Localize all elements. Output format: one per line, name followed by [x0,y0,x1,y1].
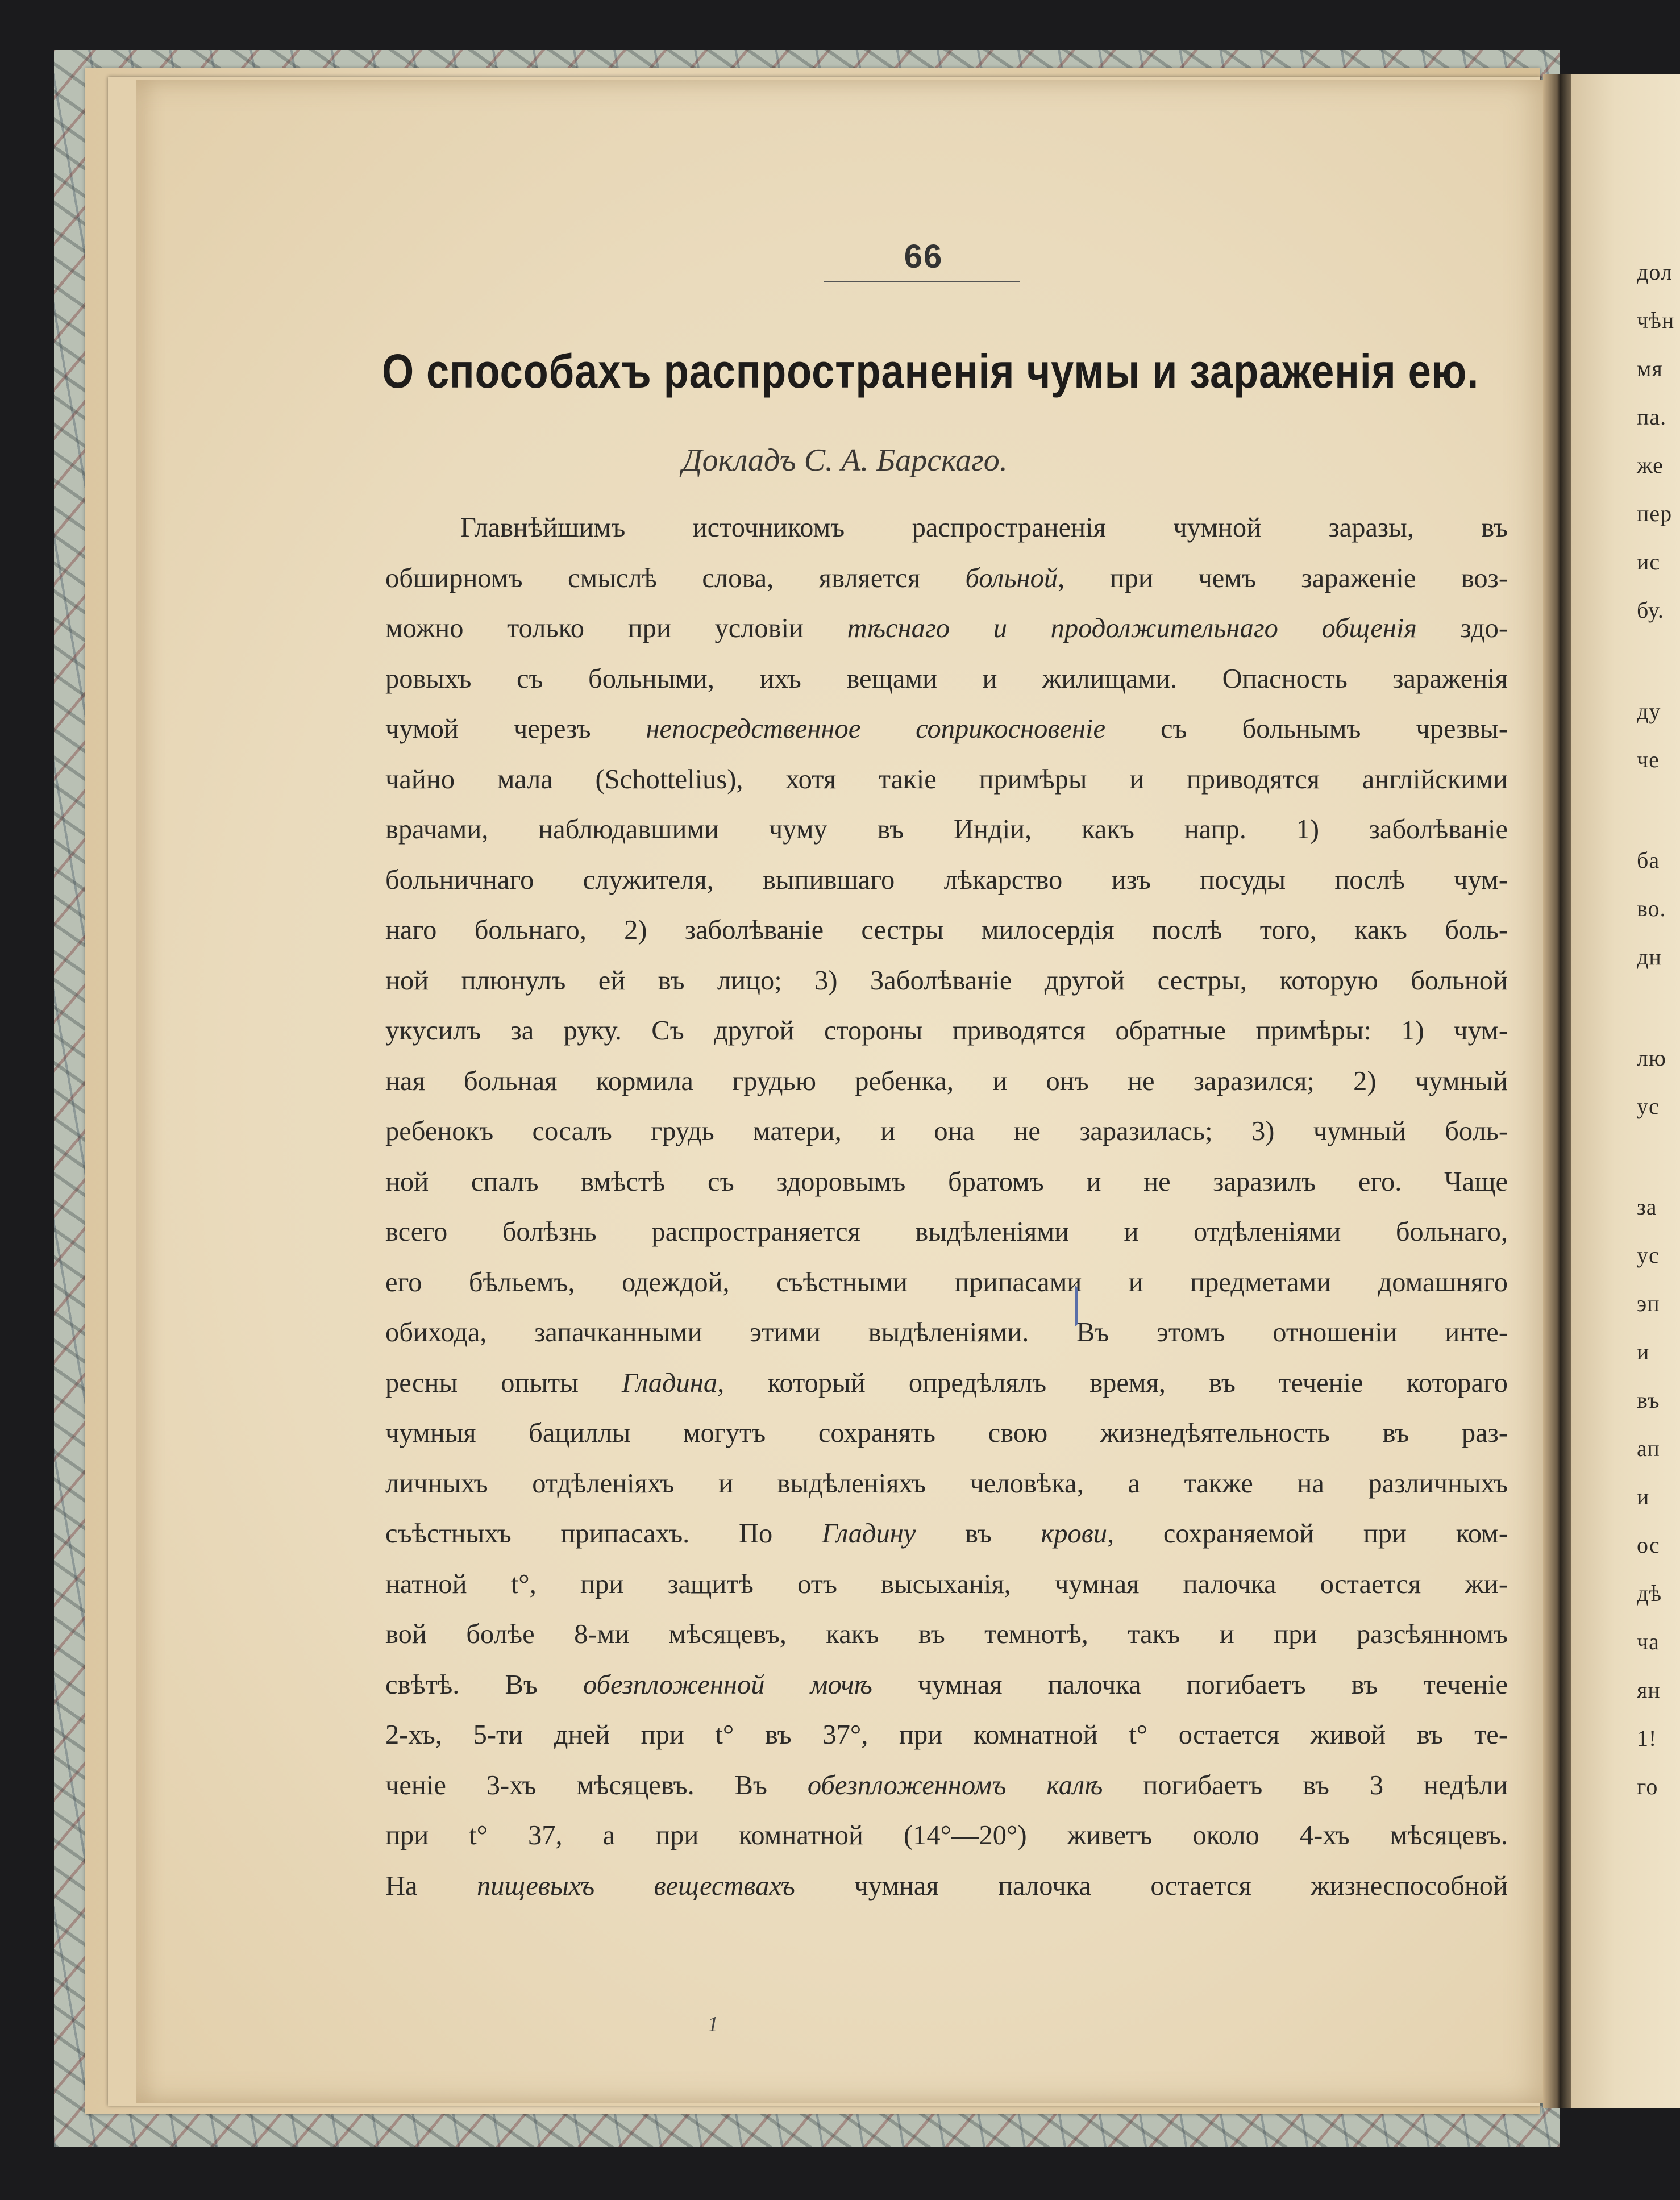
facing-page-text-fragment: 1! [1637,1725,1657,1751]
facing-page-text-fragment: мя [1637,356,1663,381]
facing-page-text-fragment: пер [1637,501,1673,526]
facing-page [1571,74,1680,2108]
emphasized-text-run: больной [965,563,1058,593]
body-text-run: , при чемъ зараженіе воз- [1058,563,1508,593]
body-line [385,663,1508,694]
body-text-run: ровыхъ съ больными, ихъ вещами и жилищами. Опасность зараженія [385,663,1508,694]
body-text-run: чумой черезъ [385,714,646,744]
body-text-run: чумная палочка остается жизнеспособной [795,1870,1508,1901]
facing-page-text-fragment: па. [1637,404,1667,430]
body-line [385,816,1508,844]
body-line [385,716,1508,743]
body-text-run: съ больнымъ чрезвы- [1105,714,1508,744]
facing-page-text-fragment: дол [1637,259,1673,285]
body-line [385,1621,1508,1649]
body-text-run: На [385,1870,477,1901]
body-text-run: здо- [1416,613,1508,643]
emphasized-text-run: обезпложенной мочѣ [583,1669,872,1700]
emphasized-text-run: Гладина [622,1367,718,1398]
facing-page-text-fragment: го [1637,1774,1658,1799]
handwritten-ink-bracket [1070,1286,1078,1326]
body-line [385,1269,1508,1297]
body-line [385,1721,1508,1749]
facing-page-text-fragment: ис [1637,549,1661,575]
body-text-run: , сохраняемой при ком- [1107,1519,1508,1549]
emphasized-text-run: пищевыхъ веществахъ [476,1870,795,1901]
body-text-run: укусилъ за руку. Съ другой стороны приводятся обратные примѣры: 1) чум- [385,1016,1508,1046]
facing-page-text-fragment: въ [1637,1387,1660,1413]
facing-page-text-fragment: и [1637,1484,1650,1509]
body-line [385,1822,1508,1850]
facing-page-text-fragment: и [1637,1339,1650,1365]
body-text-run: чайно мала (Schottelius), хотя такіе примѣры и приводятся англійскими [385,764,1508,795]
page-number-rule [824,281,1020,282]
body-line [385,1118,1508,1146]
body-text-run: при t° 37, а при комнатной (14°—20°) живетъ около 4-хъ мѣсяцевъ. [385,1820,1508,1850]
body-line [385,1218,1508,1246]
page-number: 66 [904,238,943,275]
facing-page-text-fragment: чѣн [1637,307,1675,333]
emphasized-text-run: Гладину [821,1519,916,1549]
body-text-run: ной спалъ вмѣстѣ съ здоровымъ братомъ и не заразилъ его. Чаще [385,1166,1508,1197]
facing-page-text-fragment: эп [1637,1291,1660,1316]
facing-page-text-fragment: ян [1637,1677,1661,1703]
facing-page-text-fragment: за [1637,1194,1657,1220]
body-text-run: съѣстныхъ припасахъ. По [385,1519,822,1549]
body-text-run: больничнаго служителя, выпившаго лѣкарство изъ посуды послѣ чум- [385,864,1508,895]
facing-page-text-fragment: же [1637,452,1664,478]
body-line [385,1068,1508,1096]
body-text-run: обширномъ смыслѣ слова, является [385,563,966,593]
body-text-run: въ [916,1519,1041,1549]
body-line [385,1520,1508,1548]
body-text-run: чумныя бациллы могутъ сохранять свою жизнедѣятельность въ раз- [385,1418,1508,1448]
body-text-run: ной плюнулъ ей въ лицо; 3) Заболѣваніе другой сестры, которую больной [385,965,1508,996]
emphasized-text-run: обезпложенномъ калѣ [807,1770,1103,1800]
body-line [385,864,1508,895]
body-line [385,766,1508,794]
body-text-run: Главнѣйшимъ источникомъ распространенія чумной заразы, въ [460,513,1508,543]
emphasized-text-run: крови [1041,1519,1108,1549]
body-text-run: ченіе 3-хъ мѣсяцевъ. Въ [385,1770,808,1800]
body-line [385,1367,1508,1398]
body-line [385,1017,1508,1045]
facing-page-text-fragment: ба [1637,847,1660,873]
emphasized-text-run: тѣснаго и продолжительнаго общенія [847,613,1417,643]
body-text-run: ресны опыты [385,1367,622,1398]
facing-page-text-fragment: ду [1637,698,1661,724]
emphasized-text-run: непосредственное соприкосновеніе [646,714,1106,744]
body-line [385,1870,1508,1901]
body-text-run: чумная палочка погибаетъ въ теченіе [872,1669,1508,1700]
facing-page-text-fragment: лю [1637,1045,1666,1071]
body-text-run: его бѣльемъ, одеждой, съѣстными припасами и предметами домашняго [385,1267,1508,1297]
body-line [385,1772,1508,1800]
body-line [385,1470,1508,1498]
body-line [385,615,1508,643]
body-text-run: 2-хъ, 5-ти дней при t° въ 37°, при комнатной t° остается живой въ те- [385,1720,1508,1750]
body-text-run: вой болѣе 8-ми мѣсяцевъ, какъ въ темнотѣ, такъ и при разсѣянномъ [385,1619,1508,1649]
body-line [385,917,1508,945]
body-line [385,1319,1508,1347]
book-gutter [1543,74,1574,2108]
body-text-run: личныхъ отдѣленіяхъ и выдѣленіяхъ человѣка, а также на различныхъ [385,1468,1508,1499]
facing-page-text-fragment: бу. [1637,597,1664,623]
facing-page-text-fragment: ус [1637,1093,1660,1119]
body-text-run: ная больная кормила грудью ребенка, и онъ не заразился; 2) чумный [385,1066,1508,1096]
facing-page-text-fragment: дн [1637,944,1662,970]
body-line [385,1571,1508,1599]
body-text-run: обихода, запачканными этими выдѣленіями. Въ этомъ отношеніи инте- [385,1317,1508,1348]
facing-page-text-fragment: че [1637,747,1660,772]
body-text-run: наго больнаго, 2) заболѣваніе сестры милосердія послѣ того, какъ боль- [385,915,1508,945]
body-text-run: можно только при условіи [385,613,847,643]
body-line [385,1168,1508,1196]
body-line [385,967,1508,995]
facing-page-text-fragment: во. [1637,896,1666,921]
article-byline: Докладъ С. А. Барскаго. [682,443,1008,478]
body-text-run: свѣтѣ. Въ [385,1669,584,1700]
facing-page-text-fragment: ос [1637,1532,1660,1558]
body-line [385,1671,1508,1699]
facing-page-text-fragment: ус [1637,1242,1660,1268]
body-line [385,565,1508,593]
facing-page-text-fragment: ап [1637,1436,1660,1461]
signature-mark: 1 [708,2012,718,2036]
body-text-run: погибаетъ въ 3 недѣли [1103,1770,1508,1800]
body-text-run: , который опредѣлялъ время, въ теченіе котораго [717,1367,1508,1398]
facing-page-text-fragment: ча [1637,1629,1660,1654]
body-line [460,514,1508,542]
article-title: О способахъ распространенія чумы и зараженія ею. [382,344,1479,398]
body-text-run: ребенокъ сосалъ грудь матери, и она не заразилась; 3) чумный боль- [385,1116,1508,1146]
body-text-run: врачами, наблюдавшими чуму въ Индіи, какъ напр. 1) заболѣваніе [385,814,1508,845]
body-text-run: всего болѣзнь распространяется выдѣленіями и отдѣленіями больнаго, [385,1217,1508,1247]
body-line [385,1420,1508,1448]
body-text-run: натной t°, при защитѣ отъ высыханія, чумная палочка остается жи- [385,1569,1508,1599]
facing-page-text-fragment: дѣ [1637,1581,1662,1606]
